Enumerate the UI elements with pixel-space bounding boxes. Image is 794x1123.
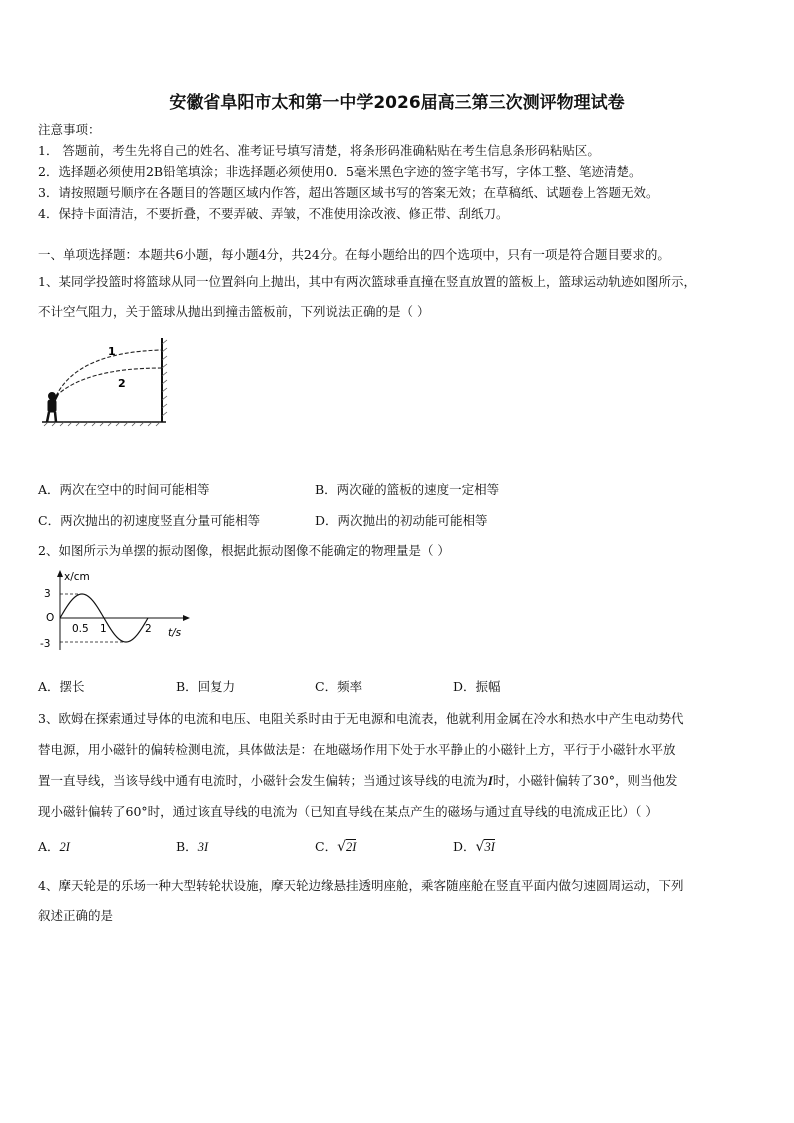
- player-figure: [47, 393, 58, 423]
- q2-option-a: A．摆长: [38, 679, 85, 694]
- q2-oscillation-graph: [36, 568, 196, 654]
- notice-heading: 注意事项：: [38, 122, 101, 137]
- q2-option-d: D．振幅: [453, 679, 501, 694]
- q3-option-a: A．2I: [38, 839, 70, 854]
- notice-item: 3．请按照题号顺序在各题目的答题区域内作答，超出答题区域书写的答案无效；在草稿纸、试题卷上答题无效。: [38, 185, 659, 200]
- trajectory-label-1: 1: [108, 345, 116, 358]
- q4-stem-line: 4、摩天轮是的乐场一种大型转轮状设施，摩天轮边缘悬挂透明座舱，乘客随座舱在竖直平面内做匀速圆周运动，下列: [38, 878, 684, 893]
- trajectory-label-2: 2: [118, 377, 126, 390]
- q1-option-b: B．两次碰的篮板的速度一定相等: [315, 482, 500, 497]
- q1-option-a: A．两次在空中的时间可能相等: [38, 482, 210, 497]
- q3-stem-line: 3、欧姆在探索通过导体的电流和电压、电阻关系时由于无电源和电流表，他就利用金属在冷水和热水中产生电动势代: [38, 711, 684, 726]
- sqrt-sign: √: [475, 839, 485, 855]
- q2-option-b: B．回复力: [176, 679, 236, 694]
- q1-figure-basketball: [38, 334, 178, 429]
- y-tick-neg3: -3: [40, 638, 51, 650]
- q3-stem-line: 置一直导线，当该导线中通有电流时，小磁针会发生偏转；当通过该导线的电流为I时，小磁针偏转了30°，则当他发: [38, 773, 678, 788]
- x-tick-1: 1: [100, 623, 107, 635]
- origin-label: O: [46, 612, 55, 624]
- notice-item: 1． 答题前，考生先将自己的姓名、准考证号填写清楚，将条形码准确粘贴在考生信息条形码粘贴区。: [38, 143, 600, 158]
- x-tick-2: 2: [145, 623, 152, 635]
- notice-item: 2．选择题必须使用2B铅笔填涂；非选择题必须使用0．5毫米黑色字迹的签字笔书写，字体工整、笔迹清楚。: [38, 164, 642, 179]
- y-axis-label: x/cm: [64, 571, 90, 583]
- q1-option-d: D．两次抛出的初动能可能相等: [315, 513, 488, 528]
- q3-option-d: D．√3I: [453, 839, 495, 855]
- q4-stem-line: 叙述正确的是: [38, 908, 114, 923]
- y-tick-3: 3: [44, 588, 51, 600]
- trajectory-2: [56, 368, 162, 396]
- sqrt-sign: √: [337, 839, 346, 855]
- q3-stem-line: 替电源，用小磁针的偏转检测电流，具体做法是：在地磁场作用下处于水平静止的小磁针上方，平行于小磁针水平放: [38, 742, 676, 757]
- section-heading: 一、单项选择题：本题共6小题，每小题4分，共24分。在每小题给出的四个选项中，只有一项是符合题目要求的。: [38, 247, 670, 262]
- q3-option-c: C．√2I: [315, 839, 357, 855]
- q2-option-c: C．频率: [315, 679, 363, 694]
- q1-option-c: C．两次抛出的初速度竖直分量可能相等: [38, 513, 261, 528]
- notice-item: 4．保持卡面清洁，不要折叠，不要弄破、弄皱，不准使用涂改液、修正带、刮纸刀。: [38, 206, 509, 221]
- q1-stem-line: 不计空气阻力，关于篮球从抛出到撞击篮板前，下列说法正确的是（ ）: [38, 304, 430, 319]
- x-tick-0.5: 0.5: [72, 623, 89, 635]
- q3-stem-line: 现小磁针偏转了60°时，通过该直导线的电流为（已知直导线在某点产生的磁场与通过直导线的电流成正比）（ ）: [38, 804, 658, 819]
- q2-stem: 2、如图所示为单摆的振动图像，根据此振动图像不能确定的物理量是（ ）: [38, 543, 450, 558]
- q3-option-b: B．3I: [176, 839, 209, 854]
- x-axis-label: t/s: [168, 627, 182, 639]
- q1-stem-line: 1、某同学投篮时将篮球从同一位置斜向上抛出，其中有两次篮球垂直撞在竖直放置的篮板上，篮球运动轨迹如图所示，: [38, 274, 696, 289]
- page-title: 安徽省阜阳市太和第一中学2026届高三第三次测评物理试卷: [169, 93, 625, 113]
